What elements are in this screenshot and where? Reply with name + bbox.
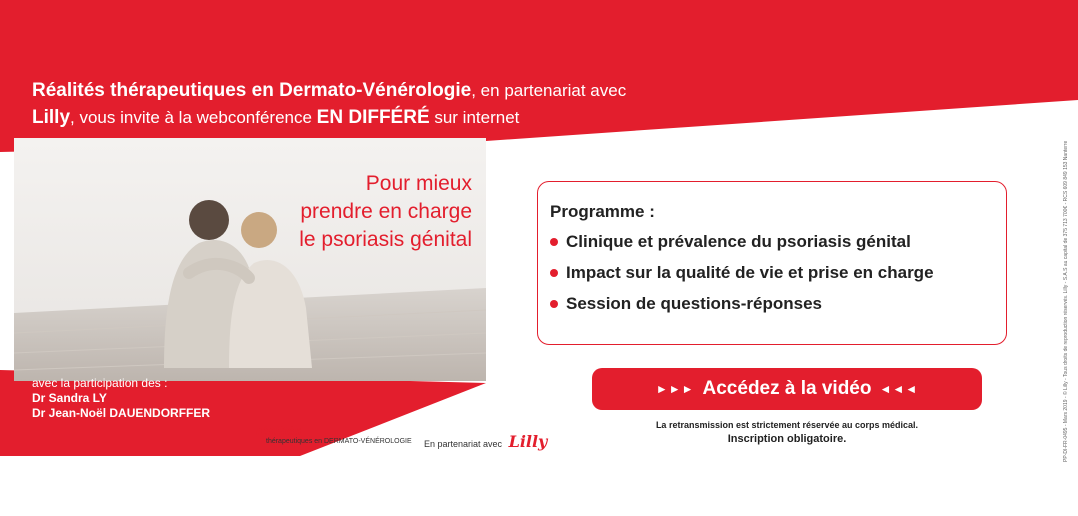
- programme-item-label: Session de questions-réponses: [566, 294, 823, 313]
- arrow-left-icon: ◄◄◄: [879, 382, 919, 396]
- bullet-icon: [550, 269, 558, 277]
- registration-notice: Inscription obligatoire.: [727, 433, 847, 445]
- programme-item-label: Clinique et prévalence du psoriasis génital: [566, 232, 911, 251]
- realites-logo: [256, 423, 412, 445]
- programme-item: [550, 294, 1006, 314]
- participants-intro: avec la participation des :: [32, 376, 168, 390]
- access-notice: [592, 418, 982, 446]
- partner-block: [424, 432, 547, 451]
- header-lilly: Lilly: [32, 107, 71, 128]
- header-internet-text: sur internet: [429, 108, 520, 127]
- programme-item: [550, 263, 1006, 283]
- programme-box: [537, 181, 1007, 345]
- doctor-name: Dr Jean-Noël DAUENDORFFER: [32, 406, 211, 420]
- photo-title-line: le psoriasis génital: [299, 228, 472, 251]
- header-organizer: Réalités thérapeutiques en Dermato-Vénérologie: [32, 80, 472, 101]
- couple-photo: [14, 138, 486, 381]
- invitation-header: [32, 77, 752, 131]
- access-video-label: Accédez à la vidéo: [702, 378, 872, 399]
- realites-subtitle: thérapeutiques en DERMATO-VÉNÉROLOGIE: [266, 438, 412, 445]
- bullet-icon: [550, 300, 558, 308]
- legal-mention: PP-DI-FR-0495 - Mars 2019 - © Lilly - Tous droits de reproduction réservés. Lilly - S.A.S au capital de 375 713 700€ - RCS 609 849 153 Nanterre: [1063, 140, 1069, 462]
- notice-line: La retransmission est strictement réservée au corps médical.: [655, 420, 919, 430]
- programme-item: [550, 232, 1006, 252]
- doctor-name: Dr Sandra LY: [32, 391, 107, 405]
- access-video-button[interactable]: [592, 368, 982, 410]
- participants-block: [32, 376, 210, 421]
- photo-title: [212, 170, 472, 254]
- programme-item-label: Impact sur la qualité de vie et prise en charge: [566, 263, 934, 282]
- realites-brand: réalités: [256, 423, 302, 438]
- header-deferred: EN DIFFÉRÉ: [316, 107, 430, 128]
- header-partner-text: , en partenariat avec: [471, 81, 627, 100]
- photo-title-line: prendre en charge: [300, 200, 472, 223]
- bullet-icon: [550, 238, 558, 246]
- lilly-logo: Lilly: [508, 432, 548, 451]
- programme-title: Programme :: [550, 202, 655, 221]
- photo-title-line: Pour mieux: [365, 172, 472, 195]
- partner-text: En partenariat avec: [424, 439, 503, 449]
- arrow-right-icon: ►►►: [655, 382, 695, 396]
- header-invite-text: , vous invite à la webconférence: [70, 108, 317, 127]
